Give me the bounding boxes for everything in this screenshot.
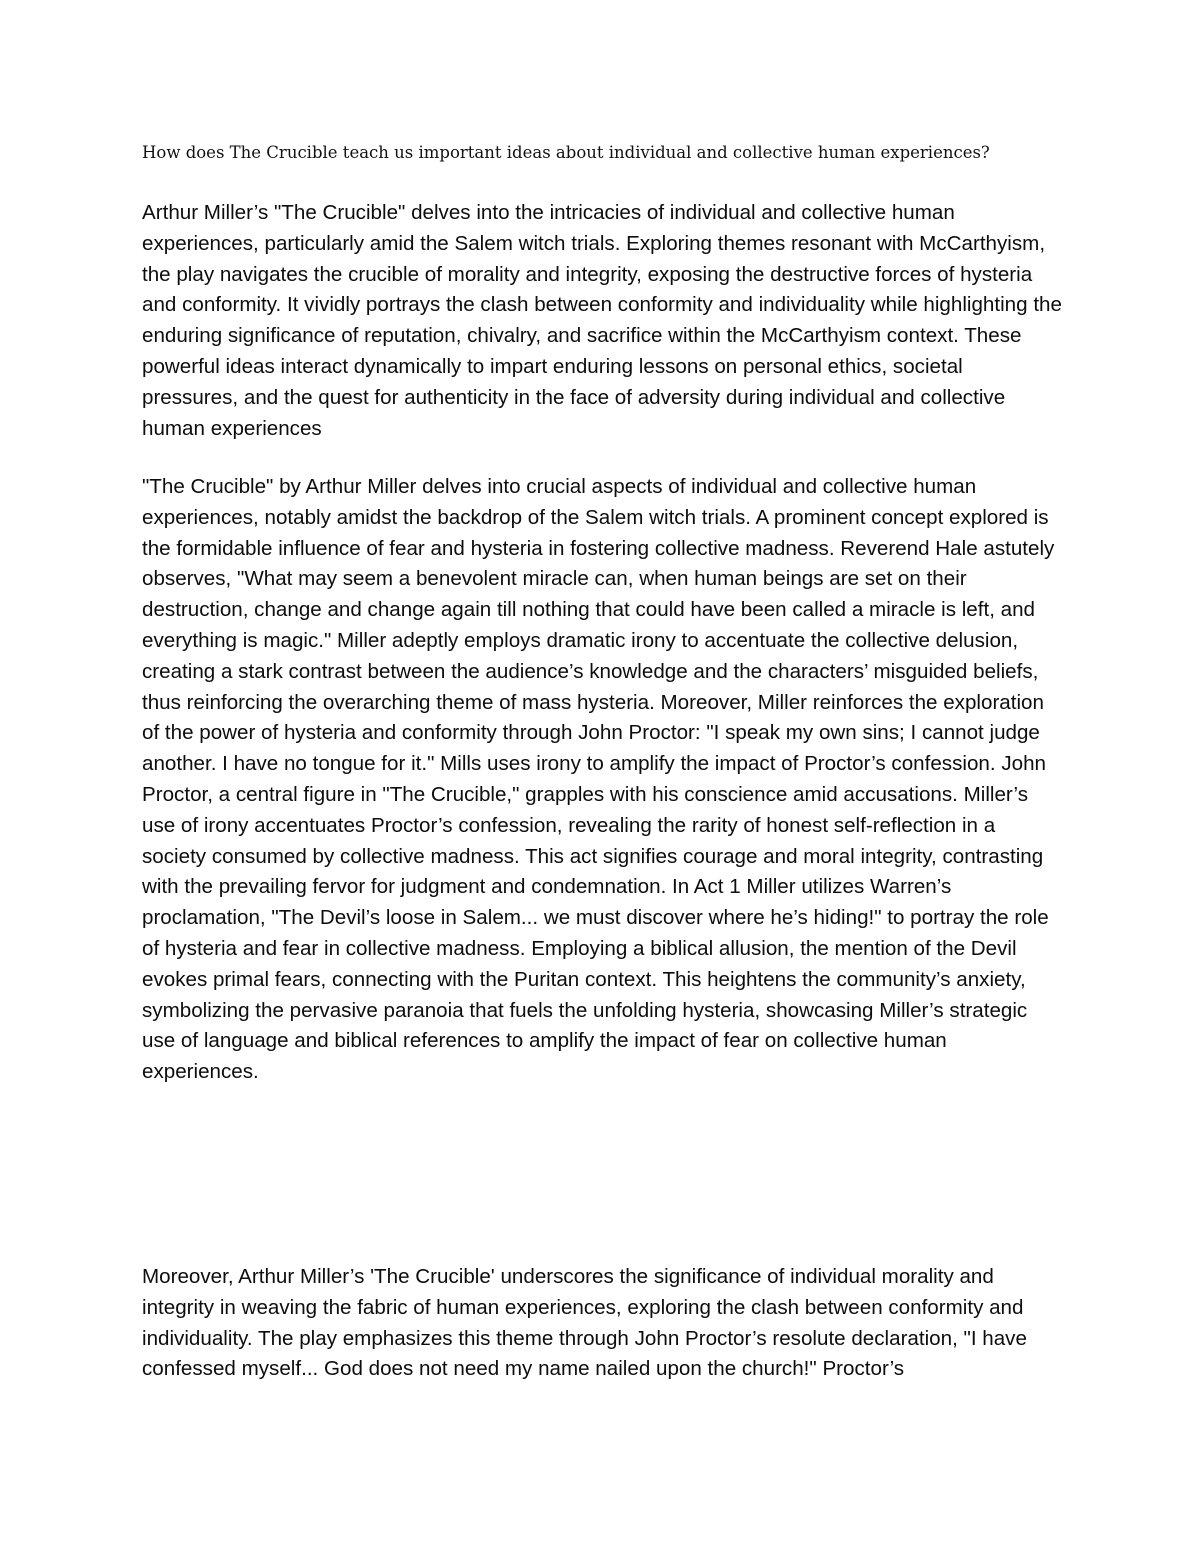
paragraph-introduction: Arthur Miller’s "The Crucible" delves into the intricacies of individual and collective human experiences, particularly amid the Salem witch trials. Exploring themes resonant with McCarthyism, the play navigates the crucible of morality and integrity, exposing the destructive forces of hysteria and conformity. It vividly portrays the clash between conformity and individuality while highlighting the enduring significance of reputation, chivalry, and sacrifice within the McCarthyism context. These powerful ideas interact dynamically to impart enduring lessons on personal ethics, societal pressures, and the quest for authenticity in the face of adversity during individual and collective human experiences <box>142 201 1062 440</box>
essay-question: How does The Crucible teach us important ideas about individual and collective human experiences? <box>142 143 990 162</box>
paragraph-body-2: Moreover, Arthur Miller’s 'The Crucible' underscores the significance of individual morality and integrity in weaving the fabric of human experiences, exploring the clash between conformity and individuality. The play emphasizes this theme through John Proctor’s resolute declaration, "I have confessed myself... God does not need my name nailed upon the church!" Proctor’s <box>142 1265 1027 1381</box>
paragraph-body-1: "The Crucible" by Arthur Miller delves into crucial aspects of individual and collective human experiences, notably amidst the backdrop of the Salem witch trials. A prominent concept explored is the formidable influence of fear and hysteria in fostering collective madness. Reverend Hale astutely observes, "What may seem a benevolent miracle can, when human beings are set on their destruction, change and change again till nothing that could have been called a miracle is left, and everything is magic." Miller adeptly employs dramatic irony to accentuate the collective delusion, creating a stark contrast between the audience’s knowledge and the characters’ misguided beliefs, thus reinforcing the overarching theme of mass hysteria. Moreover, Miller reinforces the exploration of the power of hysteria and conformity through John Proctor: "I speak my own sins; I cannot judge another. I have no tongue for it." Mills uses irony to amplify the impact of Proctor’s confession. John Proctor, a central figure in "The Crucible," grapples with his conscience amid accusations. Miller’s use of irony accentuates Proctor’s confession, revealing the rarity of honest self-reflection in a society consumed by collective madness. This act signifies courage and moral integrity, contrasting with the prevailing fervor for judgment and condemnation. In Act 1 Miller utilizes Warren’s proclamation, "The Devil’s loose in Salem... we must discover where he’s hiding!" to portray the role of hysteria and fear in collective madness. Employing a biblical allusion, the mention of the Devil evokes primal fears, connecting with the Puritan context. This heightens the community’s anxiety, symbolizing the pervasive paranoia that fuels the unfolding hysteria, showcasing Miller’s strategic use of language and biblical references to amplify the impact of fear on collective human experiences. <box>142 475 1055 1084</box>
